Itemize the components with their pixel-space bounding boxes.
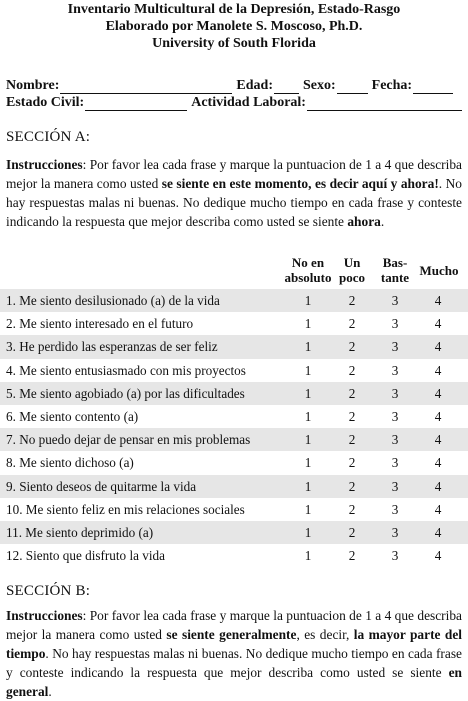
item-text: 12. Siento que disfruto la vida [6, 548, 165, 564]
score-option-2[interactable]: 2 [348, 316, 356, 332]
col-header-mucho: Mucho [419, 263, 459, 278]
document-university: University of South Florida [152, 36, 316, 51]
score-option-4[interactable]: 4 [434, 548, 442, 564]
score-option-4[interactable]: 4 [434, 408, 442, 424]
score-option-3[interactable]: 3 [391, 501, 399, 517]
col-header-bastante [376, 255, 414, 285]
nombre-field[interactable] [60, 80, 232, 94]
section-a-instr-end: . [380, 214, 385, 229]
table-row [0, 521, 468, 544]
score-option-2[interactable]: 2 [348, 293, 356, 308]
col-header-un-poco [334, 255, 370, 285]
fields-row-1 [6, 77, 462, 94]
score-option-2[interactable]: 2 [348, 385, 356, 401]
col-header-line: absoluto [284, 270, 332, 285]
score-option-3[interactable]: 3 [391, 339, 399, 355]
item-text: 4. Me siento entusiasmado con mis proyectos [6, 362, 246, 378]
score-option-2[interactable]: 2 [348, 548, 356, 564]
table-header [0, 255, 468, 289]
col-header-line: Un [343, 255, 361, 270]
score-option-1[interactable]: 1 [304, 455, 312, 471]
score-option-4[interactable]: 4 [434, 316, 442, 332]
table-row [0, 405, 468, 428]
item-text: 2. Me siento interesado en el futuro [6, 316, 194, 332]
score-option-3[interactable]: 3 [391, 524, 399, 540]
score-option-1[interactable]: 1 [304, 362, 312, 378]
table-row [0, 312, 468, 335]
score-option-1[interactable]: 1 [304, 432, 312, 448]
score-option-2[interactable]: 2 [348, 501, 356, 517]
section-b-instr-text-1: : Por favor lea cada frase y marque la puntuacion de 1 a 4 que describa mejor la manera como usted [6, 608, 462, 642]
item-text: 5. Me siento agobiado (a) por las dificultades [6, 385, 245, 401]
section-a-instr-bold-1: se siente en este momento, es decir aquí y ahora! [161, 176, 439, 191]
item-text: 11. Me siento deprimido (a) [6, 524, 154, 540]
edad-field[interactable] [274, 80, 299, 94]
score-option-2[interactable]: 2 [348, 524, 356, 540]
score-option-3[interactable]: 3 [391, 362, 399, 378]
sexo-field[interactable] [337, 80, 368, 94]
fields-row-2 [6, 94, 462, 111]
estado-civil-field[interactable] [85, 97, 187, 111]
item-text: 9. Siento deseos de quitarme la vida [6, 478, 197, 494]
col-header-line: tante [380, 270, 410, 285]
score-option-3[interactable]: 3 [391, 293, 399, 308]
score-option-4[interactable]: 4 [434, 293, 442, 308]
score-option-2[interactable]: 2 [348, 339, 356, 355]
section-b-instr-label: Instrucciones [6, 608, 83, 623]
score-option-4[interactable]: 4 [434, 478, 442, 494]
score-option-4[interactable]: 4 [434, 501, 442, 517]
score-option-3[interactable]: 3 [391, 316, 399, 332]
score-option-4[interactable]: 4 [434, 362, 442, 378]
score-option-2[interactable]: 2 [348, 432, 356, 448]
actividad-label: Actividad Laboral: [191, 95, 306, 110]
section-a-title: SECCIÓN A: [6, 129, 91, 145]
document-title: Inventario Multicultural de la Depresión, Estado-Rasgo [67, 2, 401, 17]
section-a-instr-bold-2: ahora [347, 214, 381, 229]
section-b-instr-bold-1: se siente generalmente [166, 627, 297, 642]
score-option-3[interactable]: 3 [391, 408, 399, 424]
item-text: 3. He perdido las esperanzas de ser feliz [6, 339, 218, 355]
item-text: 8. Me siento dichoso (a) [6, 455, 134, 471]
score-option-3[interactable]: 3 [391, 432, 399, 448]
score-option-1[interactable]: 1 [304, 293, 312, 308]
document-author: Elaborado por Manolete S. Moscoso, Ph.D. [105, 19, 363, 34]
table-row [0, 544, 468, 567]
section-b-instr-bold-2: la mayor parte del tiempo [6, 627, 463, 661]
table-row [0, 382, 468, 405]
table-row [0, 451, 468, 474]
table-row [0, 289, 468, 312]
score-option-1[interactable]: 1 [304, 316, 312, 332]
score-option-2[interactable]: 2 [348, 478, 356, 494]
score-option-2[interactable]: 2 [348, 408, 356, 424]
document-header [0, 0, 468, 52]
fecha-field[interactable] [413, 80, 453, 94]
fecha-label: Fecha: [371, 78, 413, 93]
score-option-4[interactable]: 4 [434, 339, 442, 355]
section-a-instr-text-2: . No hay respuestas malas ni buenas. No dedique mucho tiempo en cada frase y conteste indicando la respuesta que mejor describa como usted se siente [6, 176, 462, 229]
section-b-instr-text-2: , es decir, [296, 627, 354, 642]
section-a-instructions [6, 155, 462, 231]
sexo-label: Sexo: [302, 78, 336, 93]
section-b-instr-bold-3: en general [6, 665, 462, 699]
table-row [0, 335, 468, 358]
score-option-1[interactable]: 1 [304, 339, 312, 355]
score-option-4[interactable]: 4 [434, 432, 442, 448]
section-b-instr-text-3: . No hay respuestas malas ni buenas. No dedique mucho tiempo en cada frase y conteste indicando la respuesta que mejor describa como usted se siente [6, 646, 462, 680]
nombre-label: Nombre: [6, 78, 60, 93]
score-option-1[interactable]: 1 [304, 524, 312, 540]
actividad-field[interactable] [307, 97, 462, 111]
section-b-instructions [6, 606, 462, 701]
score-option-3[interactable]: 3 [391, 478, 399, 494]
score-option-2[interactable]: 2 [348, 455, 356, 471]
estado-civil-label: Estado Civil: [6, 95, 85, 110]
item-text: 10. Me siento feliz en mis relaciones sociales [6, 501, 245, 517]
section-a-instr-label: Instrucciones [6, 157, 83, 172]
score-option-3[interactable]: 3 [391, 548, 399, 564]
item-text: 1. Me siento desilusionado (a) de la vida [6, 293, 220, 308]
score-option-1[interactable]: 1 [304, 385, 312, 401]
col-header-no-en-absoluto [283, 255, 333, 285]
score-option-3[interactable]: 3 [391, 455, 399, 471]
col-header-line: Bas- [382, 255, 408, 270]
score-option-1[interactable]: 1 [304, 501, 312, 517]
respondent-fields [6, 77, 462, 111]
table-row [0, 475, 468, 498]
item-text: 7. No puedo dejar de pensar en mis problemas [6, 432, 251, 448]
section-a-instr-text-1: : Por favor lea cada frase y marque la puntuacion de 1 a 4 que describa mejor la manera como usted [6, 157, 462, 191]
table-row [0, 498, 468, 521]
score-option-2[interactable]: 2 [348, 362, 356, 378]
table-row [0, 359, 468, 382]
score-option-1[interactable]: 1 [304, 548, 312, 564]
section-b-instr-end: . [48, 684, 52, 699]
col-header-line: poco [339, 270, 365, 285]
score-option-4[interactable]: 4 [434, 455, 442, 471]
score-option-1[interactable]: 1 [304, 408, 312, 424]
score-option-1[interactable]: 1 [304, 478, 312, 494]
col-header-line: No en [291, 255, 325, 270]
table-row [0, 428, 468, 451]
score-option-4[interactable]: 4 [434, 524, 442, 540]
score-option-4[interactable]: 4 [434, 385, 442, 401]
item-text: 6. Me siento contento (a) [6, 408, 139, 424]
items-table [0, 289, 468, 567]
section-b-title: SECCIÓN B: [6, 583, 91, 599]
edad-label: Edad: [236, 78, 273, 93]
score-option-3[interactable]: 3 [391, 385, 399, 401]
